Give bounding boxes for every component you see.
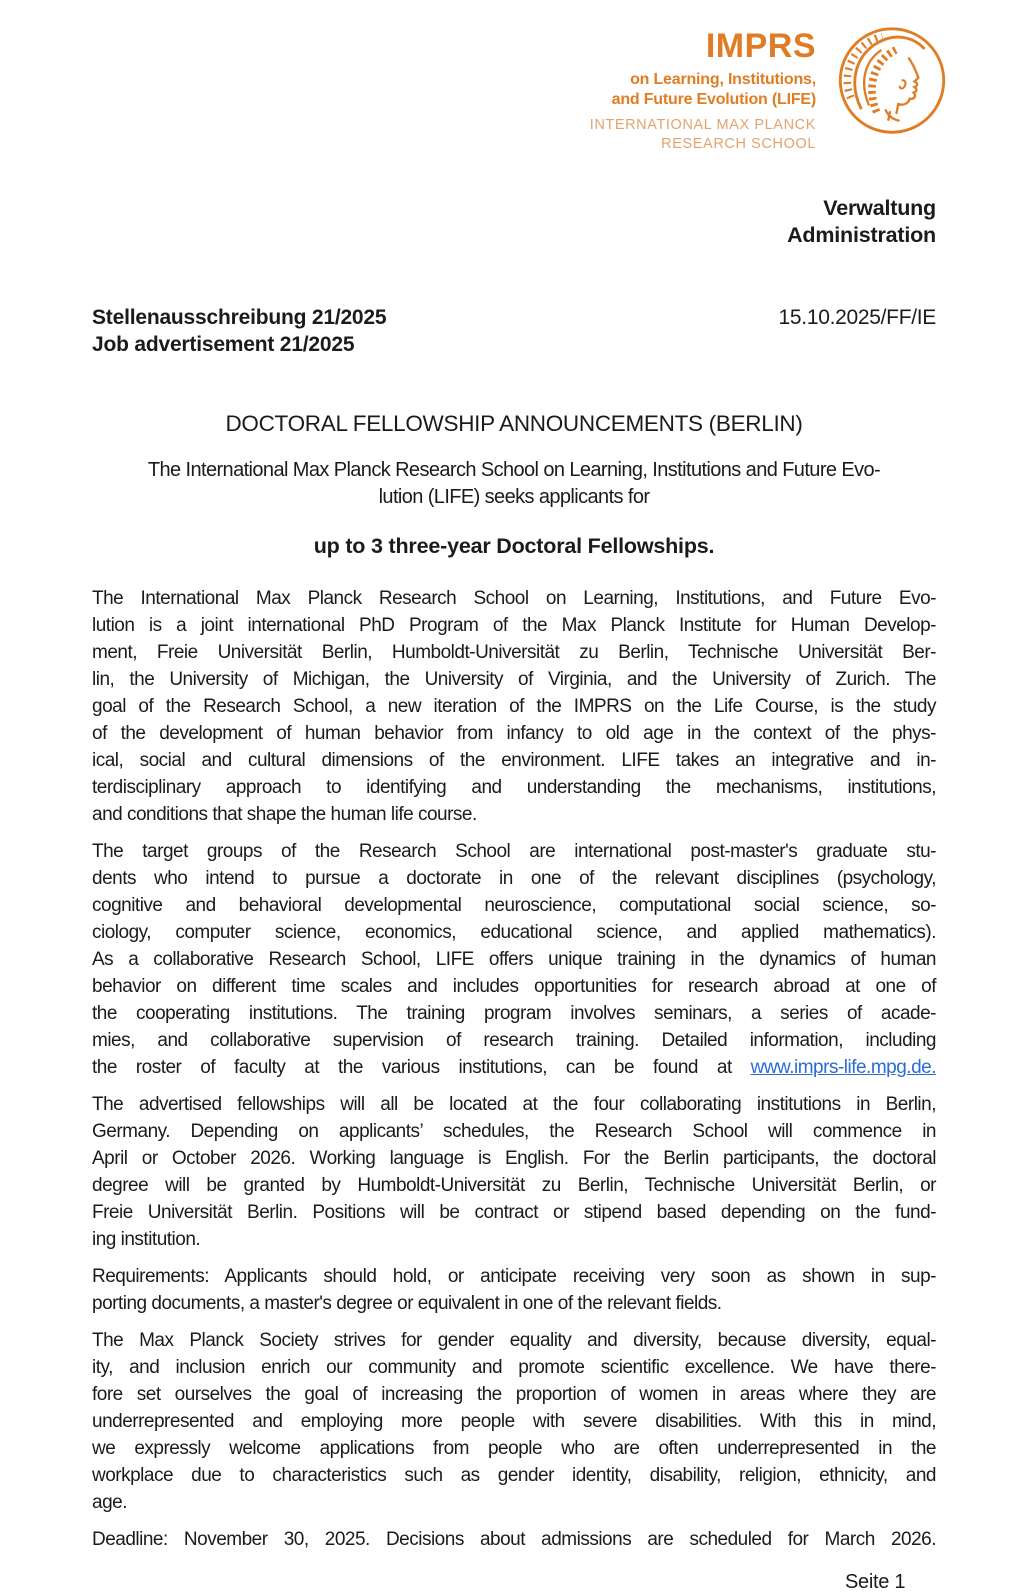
text-line: workplace due to characteristics such as gender identity, disability, religion, ethnicity, and (92, 1465, 936, 1487)
text-line: age. (92, 1492, 127, 1514)
text-line: of the development of human behavior from infancy to old age in the context of the phys- (92, 723, 936, 745)
imprs-school-name (590, 116, 816, 153)
text-line: ing institution. (92, 1229, 201, 1251)
imprs-subtitle (590, 70, 816, 109)
text-line: lution is a joint international PhD Program of the Max Planck Institute for Human Develop- (92, 615, 936, 637)
text-line: Germany. Depending on applicants’ schedules, the Research School will commence in (92, 1121, 936, 1143)
text-line: The target groups of the Research School are international post-master's graduate stu- (92, 841, 936, 863)
imprs-school-line1: INTERNATIONAL MAX PLANCK (589, 117, 816, 134)
text-line: underrepresented and employing more people with severe disabilities. With this in mind, (92, 1411, 936, 1433)
text-line: degree will be granted by Humboldt-Universität zu Berlin, Technische Universität Berlin, or (92, 1175, 936, 1197)
imprs-acronym: IMPRS (705, 27, 816, 65)
job-ad-reference-en: Job advertisement 21/2025 (92, 333, 355, 357)
text-line: porting documents, a master's degree or equivalent in one of the relevant fields. (92, 1293, 722, 1315)
text-line: behavior on different time scales and includes opportunities for research abroad at one of (92, 976, 936, 998)
text-line: fore set ourselves the goal of increasing the proportion of women in areas where they are (92, 1384, 936, 1406)
text-line: lin, the University of Michigan, the University of Virginia, and the University of Zurich. The (92, 669, 936, 691)
reference-row (92, 304, 936, 358)
paragraph (92, 1526, 936, 1553)
intro-line-1: The International Max Planck Research School on Learning, Institutions and Future Evo- (147, 459, 881, 482)
page-number: Seite 1 (845, 1571, 906, 1593)
text-line: ment, Freie Universität Berlin, Humboldt-Universität zu Berlin, Technische Universität Ber- (92, 642, 936, 664)
text-line: The advertised fellowships will all be located at the four collaborating institutions in Berlin, (92, 1094, 936, 1116)
text-line: cognitive and behavioral developmental neuroscience, computational social science, so- (92, 895, 936, 917)
text-line: ciology, computer science, economics, educational science, and applied mathematics). (92, 922, 936, 944)
paragraph (92, 1263, 936, 1317)
job-ad-reference (92, 304, 386, 358)
text-line: and conditions that shape the human life course. (92, 804, 477, 826)
paragraph (92, 1327, 936, 1516)
document-intro (92, 457, 936, 511)
paragraph (92, 838, 936, 1081)
text-line: As a collaborative Research School, LIFE offers unique training in the dynamics of human (92, 949, 936, 971)
fellowship-highlight: up to 3 three-year Doctoral Fellowships. (313, 534, 715, 559)
imprs-school-line2: RESEARCH SCHOOL (661, 135, 816, 152)
file-reference-number: 15.10.2025/FF/IE (778, 306, 936, 330)
text-line: Freie Universität Berlin. Positions will be contract or stipend based depending on the fund- (92, 1202, 936, 1224)
paragraph (92, 1091, 936, 1253)
department-line-de: Verwaltung (823, 196, 936, 221)
imprs-subtitle-line1: on Learning, Institutions, (630, 71, 816, 88)
job-ad-reference-de: Stellenausschreibung 21/2025 (92, 306, 387, 330)
text-line: The Max Planck Society strives for gender equality and diversity, because diversity, equal- (92, 1330, 936, 1352)
imprs-life-link[interactable]: www.imprs-life.mpg.de. (750, 1057, 936, 1079)
department-line-en: Administration (787, 223, 936, 248)
minerva-emblem-icon (834, 25, 950, 138)
text-line (92, 1054, 936, 1081)
text-line: ity, and inclusion enrich our community and promote scientific excellence. We have there- (92, 1357, 936, 1379)
text-line: dents who intend to pursue a doctorate in one of the relevant disciplines (psychology, (92, 868, 936, 890)
department-block (92, 195, 936, 249)
document-title: DOCTORAL FELLOWSHIP ANNOUNCEMENTS (BERLIN) (225, 411, 803, 437)
text-line: goal of the Research School, a new iteration of the IMPRS on the Life Course, is the study (92, 696, 936, 718)
text-line: mies, and collaborative supervision of research training. Detailed information, including (92, 1030, 936, 1052)
text-line: Requirements: Applicants should hold, or anticipate receiving very soon as shown in sup- (92, 1266, 936, 1288)
text-segment: the roster of faculty at the various institutions, can be found at (92, 1057, 751, 1079)
text-line: April or October 2026. Working language is English. For the Berlin participants, the doctoral (92, 1148, 936, 1170)
imprs-logo (92, 25, 950, 153)
intro-line-2: lution (LIFE) seeks applicants for (378, 486, 650, 509)
text-line: the cooperating institutions. The training program involves seminars, a series of acade- (92, 1003, 936, 1025)
text-line: ical, social and cultural dimensions of the environment. LIFE takes an integrative and in- (92, 750, 936, 772)
text-line: terdisciplinary approach to identifying and understanding the mechanisms, institutions, (92, 777, 936, 799)
body-paragraphs (92, 585, 936, 1553)
paragraph (92, 585, 936, 828)
text-line: The International Max Planck Research School on Learning, Institutions, and Future Evo- (92, 588, 936, 610)
imprs-subtitle-line2: and Future Evolution (LIFE) (611, 90, 816, 108)
text-line: Deadline: November 30, 2025. Decisions about admissions are scheduled for March 2026. (92, 1529, 936, 1551)
imprs-logo-text (590, 29, 816, 153)
text-line: we expressly welcome applications from people who are often underrepresented in the (92, 1438, 936, 1460)
